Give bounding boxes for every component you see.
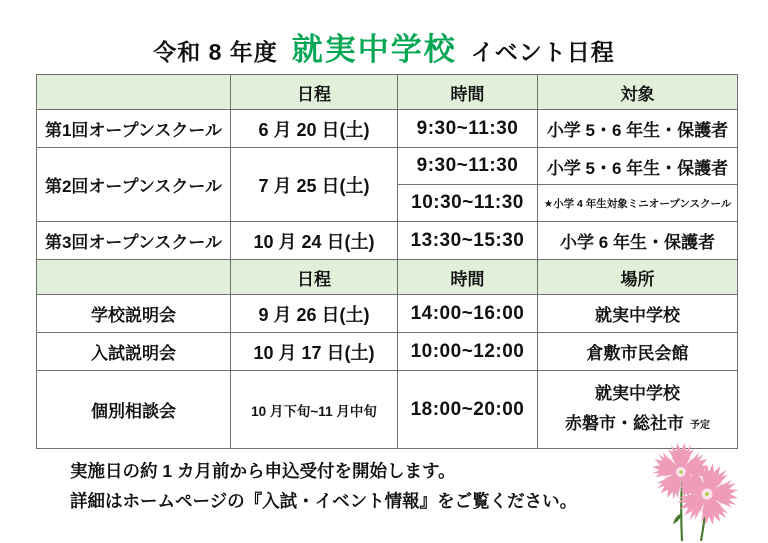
dianthus-flower-illustration: [630, 441, 750, 543]
header-date: 日程: [231, 260, 398, 295]
event-date: 10 月 24 日(土): [231, 222, 398, 260]
title-school-name: 就実中学校: [291, 32, 457, 67]
event-name: 第3回オープンスクール: [37, 222, 231, 260]
event-name: 第1回オープンスクール: [37, 110, 231, 148]
event-target: 小学 5・6 年生・保護者: [538, 110, 738, 148]
event-time: 14:00~16:00: [398, 295, 538, 333]
title-event-label: イベント日程: [470, 39, 615, 65]
header-place: 場所: [538, 260, 738, 295]
flower-icon: [630, 441, 750, 543]
event-date: 10 月下旬~11 月中旬: [231, 371, 398, 449]
header-empty-cell: [37, 260, 231, 295]
table-header-sessions: [37, 260, 738, 295]
event-schedule-table: [36, 74, 738, 449]
page-title: [0, 24, 768, 69]
event-date: 6 月 20 日(土): [231, 110, 398, 148]
table-row-open-school-2a: [37, 148, 738, 185]
header-time: 時間: [398, 75, 538, 110]
event-date: 9 月 26 日(土): [231, 295, 398, 333]
event-time: 18:00~20:00: [398, 371, 538, 449]
event-target-mini-note: ★小学 4 年生対象ミニオープンスクール: [538, 185, 738, 222]
event-place-cities: 赤磐市・総社市: [565, 413, 684, 433]
event-time: 10:00~12:00: [398, 333, 538, 371]
event-date: 10 月 17 日(土): [231, 333, 398, 371]
event-time: 9:30~11:30: [398, 110, 538, 148]
event-name: 学校説明会: [37, 295, 231, 333]
event-name: 入試説明会: [37, 333, 231, 371]
header-date: 日程: [231, 75, 398, 110]
event-time: 13:30~15:30: [398, 222, 538, 260]
header-target: 対象: [538, 75, 738, 110]
title-era-year: 令和 8 年度: [153, 39, 278, 65]
event-place: 倉敷市民会館: [538, 333, 738, 371]
footer-note-application: 実施日の約 1 カ月前から申込受付を開始します。: [70, 461, 456, 481]
event-place-note: 予定: [690, 419, 710, 431]
table-row-open-school-3: [37, 222, 738, 260]
header-empty-cell: [37, 75, 231, 110]
table-row-exam-briefing: [37, 333, 738, 371]
footer-note-homepage: 詳細はホームページの『入試・イベント情報』をご覧ください。: [70, 491, 578, 511]
event-time: 10:30~11:30: [398, 185, 538, 222]
event-time: 9:30~11:30: [398, 148, 538, 185]
event-place: [538, 371, 738, 449]
event-place: 就実中学校: [538, 295, 738, 333]
event-target: 小学 5・6 年生・保護者: [538, 148, 738, 185]
header-time: 時間: [398, 260, 538, 295]
table-row-school-briefing: [37, 295, 738, 333]
event-place-line1: 就実中学校: [595, 383, 680, 403]
table-row-individual-consultation: [37, 371, 738, 449]
event-target: 小学 6 年生・保護者: [538, 222, 738, 260]
footer-notes: [70, 456, 630, 516]
event-name: 個別相談会: [37, 371, 231, 449]
table-row-open-school-1: [37, 110, 738, 148]
event-place-line2: [540, 409, 735, 441]
event-name: 第2回オープンスクール: [37, 148, 231, 222]
event-date: 7 月 25 日(土): [231, 148, 398, 222]
table-header-open-school: [37, 75, 738, 110]
